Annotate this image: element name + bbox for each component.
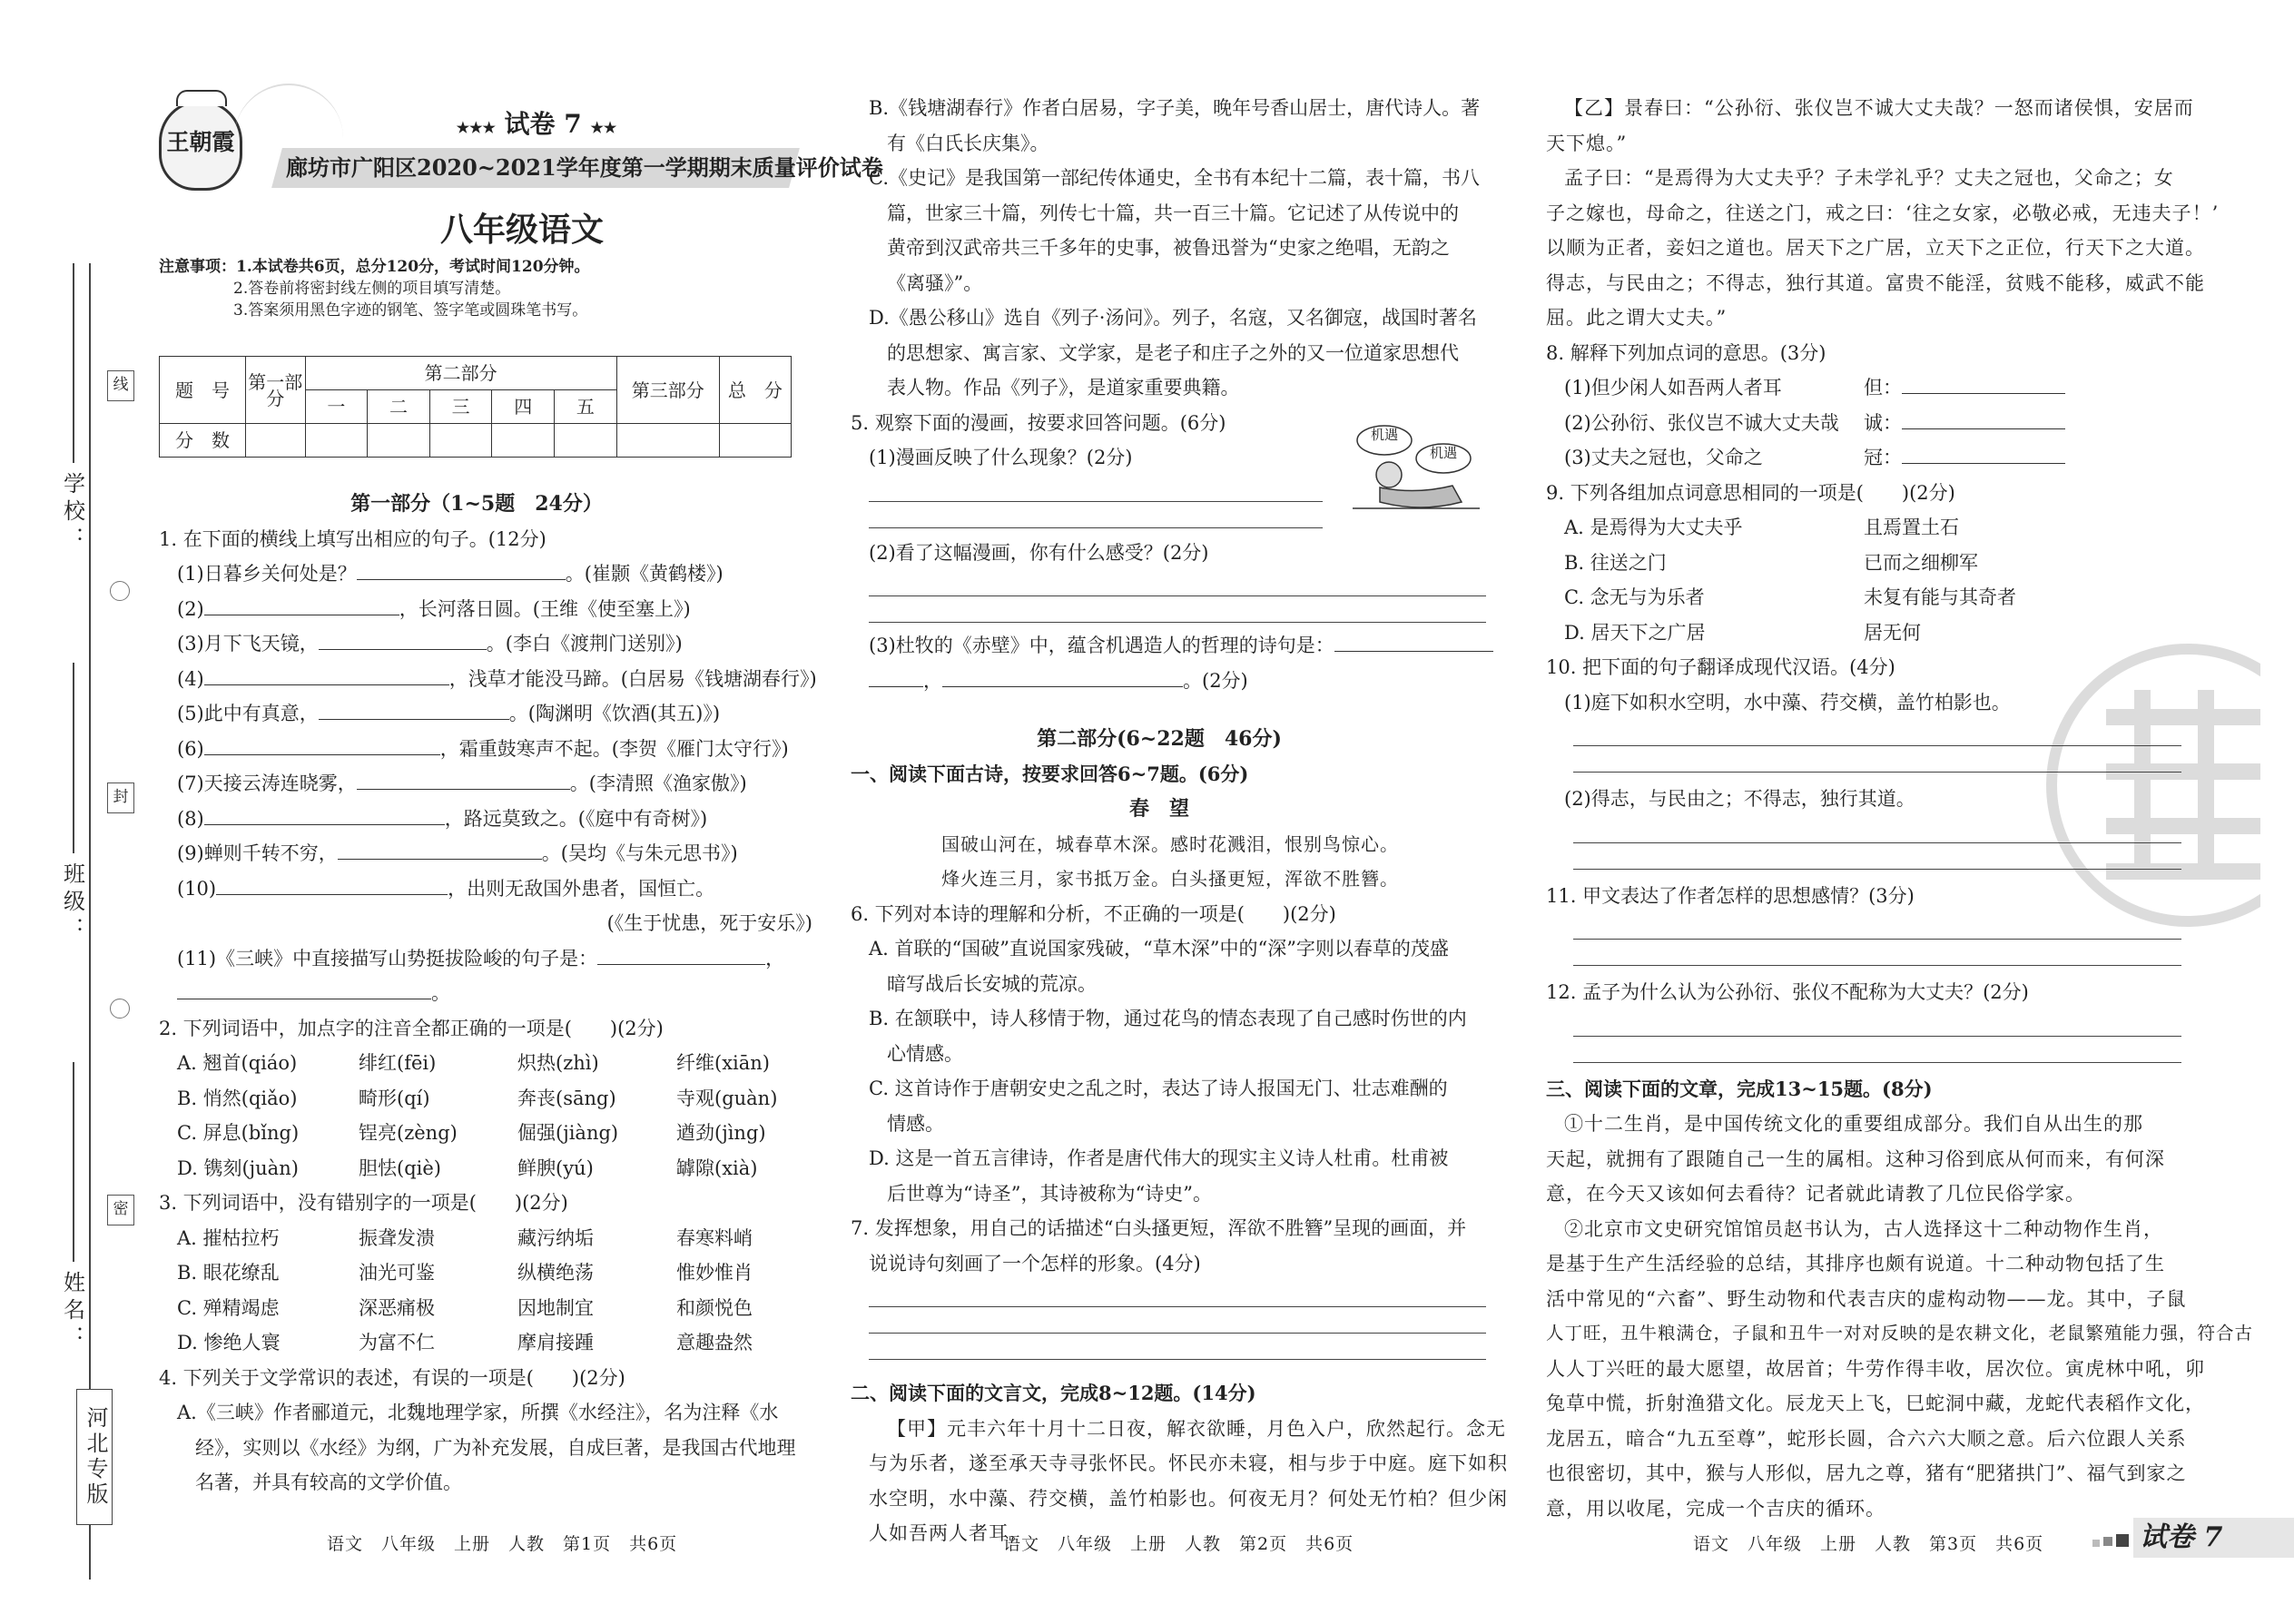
answer-blank[interactable] (1902, 370, 2065, 394)
answer-line[interactable] (869, 596, 1486, 623)
q6-option-a: A. 首联的“国破”直说国家残破，“草木深”中的“深”字则以春草的茂盛 暗写战后长安城的荒凉。 (869, 938, 1449, 995)
q8-stem: 8. 解释下列加点词的意思。(3分) (1546, 341, 1826, 364)
q3-options: A. 摧枯拉朽 振聋发溃 藏污纳垢 春寒料峭 B. 眼花缭乱 油光可鉴 纵横绝荡 惟妙惟肖 C. 殚精竭虑 深恶痛极 因地制宜 和颜悦色 D. 惨绝人寰 为富不仁 摩肩接踵 意趣盎然 (177, 1226, 753, 1353)
binding-hole (110, 999, 130, 1019)
answer-blank[interactable] (216, 871, 448, 895)
seal-mark-mi: 密 (107, 1195, 134, 1225)
q6-option-c: C. 这首诗作于唐朝安史之乱之时，表达了诗人报国无门、壮志难酬的 情感。 (869, 1078, 1448, 1135)
page-footer: 语文 八年级 上册 人教 第3页 共6页 (1693, 1534, 2044, 1554)
score-cell[interactable] (429, 424, 492, 458)
answer-line[interactable] (869, 1307, 1486, 1334)
score-cell[interactable] (305, 424, 368, 458)
article-paragraph-1: ①十二生肖，是中国传统文化的重要组成部分。我们自从出生的那 天起，就拥有了跟随自己一生的属相。这种习俗到底从何而来，有何深 意，在今天又该如何去看待？记者就此请教了几位民俗学家。 (1546, 1113, 2165, 1205)
school-label: 学校： (59, 472, 85, 554)
subject-title: 八年级语文 (439, 211, 604, 249)
sec3-heading: 三、阅读下面的文章，完成13~15题。(8分) (1546, 1077, 1933, 1100)
exam-title: 廊坊市广阳区2020~2021学年度第一学期期末质量评价试卷 (286, 154, 883, 181)
q1-stem: 1. 在下面的横线上填写出相应的句子。(12分) (159, 527, 546, 550)
poem-line: 烽火连三月，家书抵万金。白头搔更短，浑欲不胜簪。 (941, 868, 1399, 890)
seal-mark-xian: 线 (107, 370, 134, 401)
q4-option-d: D.《愚公移山》选自《列子·汤问》。列子，名寇，又名御寇，战国时著名 的思想家、寓言家、文学家，是老子和庄子之外的又一位道家思想代 表人物。作品《列子》，是道家重要典籍。 (869, 307, 1477, 399)
score-cell[interactable] (555, 424, 617, 458)
answer-blank[interactable] (1334, 628, 1493, 652)
seal-mark-feng: 封 (107, 782, 134, 813)
answer-blank[interactable] (597, 941, 765, 965)
part2-heading: 第二部分(6~22题 46分) (1037, 727, 1282, 751)
paper-number-badge: ★★★ 试卷 7 ★★ (456, 109, 617, 139)
answer-blank[interactable] (204, 662, 449, 685)
answer-line[interactable] (869, 1334, 1486, 1360)
q3-stem: 3. 下列词语中，没有错别字的一项是( )(2分) (159, 1192, 568, 1214)
answer-blank[interactable] (1902, 406, 2065, 429)
name-label: 姓名： (59, 1271, 85, 1353)
answer-line[interactable] (869, 476, 1323, 502)
edition-banner: 河北专版 (76, 1389, 113, 1525)
q2-stem: 2. 下列词语中，加点字的注音全都正确的一项是( )(2分) (159, 1017, 664, 1039)
score-cell[interactable] (368, 424, 430, 458)
speech-bubble-text: 机遇 (1430, 445, 1458, 461)
right-column: 【乙】景春曰：“公孙衍、张仪岂不诚大丈夫哉？一怒而诸侯惧，安居而 天下熄。” 孟子曰：“是焉得为大丈夫乎？子未学礼乎？丈夫之冠也，父命之；女 子之嫁也，母命之，往送之门，戒之曰：‘往之女家，必敬必戒，无违夫子！’ 以顺为正者，妾妇之道也。居天下之广居，立天下之正位，行天下之大道。 得志，与民由之；不得志，独行其道。富贵不能淫，贫贱不能移，威武不能 屈。此之谓大丈夫。” 8. 解释下列加点词的意思。(3分) (1)但少闲人如吾两人者耳 但： (2)公孙衍、张仪岂不诚大丈夫哉 诚： (3)丈夫之冠也，父命之 冠： 9. 下列各组加点词意思相同的一项是( )(2分) A. 是焉得为大丈夫乎 且焉置土石 B. 往送之门 已而之细柳军 C. 念无与为乐者 未复有能与其奇者 D. 居天下之广居 居无何 10. 把下面的句子翻译成现代汉语。(4分) (1)庭下如积水空明，水中藻、荇交横，盖竹柏影也。 (2)得志，与民由之；不得志，独行其道。 11. 甲文表达了作者怎样的思想感情？(3分) 12. 孟子为什么认为公孙衍、张仪不配称为大丈夫？(2分) 三、阅读下面的文章，完成13~15题。(8分) ①十二生肖，是中国传统文化的重要组成部分。我们自从出生的那 天起，就拥有了跟随自己一生的属相。这种习俗到底从何而来，有何深 意，在今天又该如何去看待？记者就此请教了几位民俗学家。 ②北京市文史研究馆馆员赵书认为，古人选择这十二种动物作生肖， 是基于生产生活经验的总结，其排序也颇有说道。十二种动物包括了生 活中常见的“六畜”、野生动物和代表吉庆的虚构动物——龙。其中，子鼠 人丁旺，丑牛粮满仓，子鼠和丑牛一对对反映的是农耕文化，老鼠繁殖能力强，符合古 人人丁兴旺的最大愿望，故居首；牛劳作得丰收，居次位。寅虎林中吼，卯 兔草中慌，折射渔猎文化。辰龙天上飞，巳蛇洞中藏，龙蛇代表稻作文化， 龙居五，暗合“九五至尊”，蛇形长圆，合六六大顺之意。后六位跟人关系 也很密切，其中，猴与人形似，居九之尊，猪有“肥猪拱门”、福气到家之 意，用以收尾，完成一个吉庆的循环。 (1546, 91, 2200, 1526)
classical-passage-yi: 【乙】景春曰：“公孙衍、张仪岂不诚大丈夫哉？一怒而诸侯惧，安居而 天下熄。” 孟子曰：“是焉得为大丈夫乎？子未学礼乎？丈夫之冠也，父命之；女 子之嫁也，母命之，往送之门，戒之曰：‘往之女家，必敬必戒，无违夫子！’ 以顺为正者，妾妇之道也。居天下之广居，立天下之正位，行天下之大道。 得志，与民由之；不得志，独行其道。富贵不能淫，贫贱不能移，威武不能 屈。此之谓大丈夫。” (1546, 97, 2220, 329)
publisher-logo: 王朝霞 (159, 100, 242, 191)
middle-column: B.《钱塘湖春行》作者白居易，字子美，晚年号香山居士，唐代诗人。著 有《白氏长庆集》。 C.《史记》是我国第一部纪传体通史，全书有本纪十二篇，表十篇，书八 篇，世家三十篇，列传七十篇，共一百三十篇。它记述了从传说中的 黄帝到汉武帝共三千多年的史事，被鲁迅誉为“史家之绝唱，无韵之 《离骚》”。 D.《愚公移山》选自《列子·汤问》。列子，名寇，又名御寇，战国时著名 的思想家、寓言家、文学家，是老子和庄子之外的又一位道家思想代 表人物。作品《列子》，是道家重要典籍。 5. 观察下面的漫画，按要求回答问题。(6分) (1)漫画反映了什么现象？(2分) (2)看了这幅漫画，你有什么感受？(2分) (3)杜牧的《赤壁》中，蕴含机遇造人的哲理的诗句是： ， 。(2分) 第二部分(6~22题 46分) 一、阅读下面古诗，按要求回答6~7题。(6分) 春 望 国破山河在，城春草木深。感时花溅泪，恨别鸟惊心。 烽火连三月，家书抵万金。白头搔更短，浑欲不胜簪。 6. 下列对本诗的理解和分析，不正确的一项是( )(2分) A. 首联的“国破”直说国家残破，“草木深”中的“深”字则以春草的茂盛 暗写战后长安城的荒凉。 B. 在颔联中，诗人移情于物，通过花鸟的情态表现了自己感时伤世的内 心情感。 C. 这首诗作于唐朝安史之乱之时，表达了诗人报国无门、壮志难酬的 情感。 D. 这是一首五言律诗，作者是唐代伟大的现实主义诗人杜甫。杜甫被 后世尊为“诗圣”，其诗被称为“诗史”。 7. 发挥想象，用自己的话描述“白头搔更短，浑欲不胜簪”呈现的画面，并 说说诗句刻画了一个怎样的形象。(4分) 二、阅读下面的文言文，完成8~12题。(14分) 【甲】元丰六年十月十二日夜，解衣欲睡，月色入户，欣然起行。念无 与为乐者，遂至承天寺寻张怀民。怀民亦未寝，相与步于中庭。庭下如积 水空明，水中藻、荇交横，盖竹柏影也。何夜无月？何处无竹柏？但少闲 人如吾两人者耳。 (869, 91, 1504, 1551)
poem-title: 春 望 (1128, 797, 1189, 821)
speech-bubble-text: 机遇 (1371, 427, 1399, 443)
cartoon-illustration (1334, 413, 1525, 522)
watermark-seal (2033, 635, 2260, 935)
answer-blank[interactable] (357, 766, 570, 790)
q4-option-a: A.《三峡》作者郦道元，北魏地理学家，所撰《水经注》，名为注释《水 经》，实则以《水经》为纲，广为补充发展，自成巨著，是我国古代地理 名著，并具有较高的文学价值。 (177, 1402, 796, 1493)
decorative-ribbon (234, 84, 343, 138)
class-field[interactable] (73, 663, 74, 853)
q8-items: (1)但少闲人如吾两人者耳 但： (2)公孙衍、张仪岂不诚大丈夫哉 诚： (3)丈夫之冠也，父命之 冠： (1546, 370, 2200, 476)
article-paragraph-2: ②北京市文史研究馆馆员赵书认为，古人选择这十二种动物作生肖， 是基于生产生活经验的总结，其排序也颇有说道。十二种动物包括了生 活中常见的“六畜”、野生动物和代表吉庆的虚构动物——龙。其中，子鼠 人丁旺，丑牛粮满仓，子鼠和丑牛一对对反映的是农耕文化，老鼠繁殖能力强，符合古 人人丁兴旺的最大愿望，故居首；牛劳作得丰收，居次位。寅虎林中吼，卯 兔草中慌，折射渔猎文化。辰龙天上飞，巳蛇洞中藏，龙蛇代表稻作文化， 龙居五，暗合“九五至尊”，蛇形长圆，合六六大顺之意。后六位跟人关系 也很密切，其中，猴与人形似，居九之尊，猪有“肥猪拱门”、福气到家之 意，用以收尾，完成一个吉庆的循环。 (1546, 1217, 2254, 1520)
answer-line[interactable] (1573, 1010, 2181, 1037)
q7-stem: 7. 发挥想象，用自己的话描述“白头搔更短，浑欲不胜簪”呈现的画面，并 说说诗句刻画了一个怎样的形象。(4分) (851, 1217, 1467, 1275)
score-table-header: 题 号 (160, 357, 246, 424)
left-column: 第一部分（1~5题 24分） 1. 在下面的横线上填写出相应的句子。(12分) (1)日暮乡关何处是？ 。(崔颢《黄鹤楼》) (2) ，长河落日圆。(王维《使至塞上》) (3)月下飞天镜， 。(李白《渡荆门送别》) (4) ，浅草才能没马蹄。(白居易《钱塘湖春行》) (5)此中有真意， 。(陶渊明《饮酒(其五)》) (6) ，霜重鼓寒声不起。(李贺《雁门太守行》) (7)天接云涛连晓雾， 。(李清照《渔家傲》) (8) ，路远莫致之。(《庭中有奇树》) (9)蝉则千转不穷， 。(吴均《与朱元思书》) (10) ，出则无敌国外患者，国恒亡。 (《生于忧患，死于安乐》) (11)《三峡》中直接描写山势挺拔险峻的句子是： ， 。 2. 下列词语中，加点字的注音全都正确的一项是( )(2分) A. 翘首(qiáo) 绯红(fēi) 炽热(zhì) 纤维(xiān) B. 悄然(qiǎo) 畸形(qí) 奔丧(sāng) 寺观(guàn) C. 屏息(bǐng) 锃亮(zèng) 倔强(jiàng) 遒劲(jìng) D. 镌刻(juàn) 胆怯(qiè) 鲜腴(yú) 罅隙(xià) 3. 下列词语中，没有错别字的一项是( )(2分) A. 摧枯拉朽 振聋发溃 藏污纳垢 春寒料峭 B. 眼花缭乱 油光可鉴 纵横绝荡 惟妙惟肖 C. 殚精竭虑 深恶痛极 因地制宜 和颜悦色 D. 惨绝人寰 为富不仁 摩肩接踵 意趣盎然 4. 下列关于文学常识的表述，有误的一项是( )(2分) A.《三峡》作者郦道元，北魏地理学家，所撰《水经注》，名为注释《水 经》，实则以《水经》为纲，广为补充发展，自成巨著，是我国古代地理 名著，并具有较高的文学价值。 (159, 487, 840, 1501)
q4-option-b: B.《钱塘湖春行》作者白居易，字子美，晚年号香山居士，唐代诗人。著 有《白氏长庆集》。 (869, 97, 1481, 154)
answer-blank[interactable] (338, 836, 542, 860)
q6-option-b: B. 在颔联中，诗人移情于物，通过花鸟的情态表现了自己感时伤世的内 心情感。 (869, 1008, 1467, 1065)
sec2-heading: 二、阅读下面的文言文，完成8~12题。(14分) (851, 1382, 1256, 1404)
class-label: 班级： (59, 862, 85, 944)
q10-stem: 10. 把下面的句子翻译成现代汉语。(4分) (1546, 656, 1895, 678)
score-cell[interactable] (616, 424, 719, 458)
classical-passage-jia: 【甲】元丰六年十月十二日夜，解衣欲睡，月色入户，欣然起行。念无 与为乐者，遂至承天寺寻张怀民。怀民亦未寝，相与步于中庭。庭下如积 水空明，水中藻、荇交横，盖竹柏影也。何夜无月？何处无竹柏？但少闲 人如吾两人者耳。 (869, 1417, 1508, 1544)
answer-line[interactable] (869, 502, 1323, 528)
answer-blank[interactable] (869, 664, 923, 687)
decorative-squares (2092, 1534, 2133, 1547)
q6-option-d: D. 这是一首五言律诗，作者是唐代伟大的现实主义诗人杜甫。杜甫被 后世尊为“诗圣”，其诗被称为“诗史”。 (869, 1147, 1449, 1205)
answer-blank[interactable] (357, 556, 566, 580)
answer-blank[interactable] (204, 802, 445, 825)
q4-option-c: C.《史记》是我国第一部纪传体通史，全书有本纪十二篇，表十篇，书八 篇，世家三十篇，列传七十篇，共一百三十篇。它记述了从传说中的 黄帝到汉武帝共三千多年的史事，被鲁迅誉为“史家之绝唱，无韵之 《离骚》”。 (869, 167, 1480, 294)
poem-line: 国破山河在，城春草木深。感时花溅泪，恨别鸟惊心。 (941, 832, 1399, 855)
sec1-heading: 一、阅读下面古诗，按要求回答6~7题。(6分) (851, 762, 1249, 785)
answer-blank[interactable] (177, 976, 431, 999)
q9-options: A. 是焉得为大丈夫乎 且焉置土石 B. 往送之门 已而之细柳军 C. 念无与为乐者 未复有能与其奇者 D. 居天下之广居 居无何 (1564, 517, 2016, 644)
notice-block: 注意事项：1.本试卷共6页，总分120分，考试时间120分钟。 2.答卷前将密封线左侧的项目填写清楚。 3.答案须用黑色字迹的钢笔、签字笔或圆珠笔书写。 (159, 258, 590, 320)
answer-blank[interactable] (204, 592, 399, 615)
answer-blank[interactable] (204, 732, 440, 755)
q12-stem: 12. 孟子为什么认为公孙衍、张仪不配称为大丈夫？(2分) (1546, 981, 2029, 1003)
page-footer: 语文 八年级 上册 人教 第2页 共6页 (1003, 1534, 1354, 1554)
score-cell[interactable] (246, 424, 305, 458)
answer-blank[interactable] (942, 664, 1183, 687)
answer-line[interactable] (1573, 1037, 2181, 1063)
score-cell[interactable] (719, 424, 791, 458)
answer-blank[interactable] (319, 626, 487, 650)
q6-stem: 6. 下列对本诗的理解和分析，不正确的一项是( )(2分) (851, 902, 1336, 925)
answer-blank[interactable] (1902, 440, 2065, 464)
name-field[interactable] (73, 1062, 74, 1262)
binding-hole (110, 581, 130, 601)
q11-stem: 11. 甲文表达了作者怎样的思想感情？(3分) (1546, 884, 1915, 907)
part1-heading: 第一部分（1~5题 24分） (350, 492, 603, 516)
school-field[interactable] (73, 263, 74, 463)
q5-stem: 5. 观察下面的漫画，按要求回答问题。(6分) (851, 411, 1226, 434)
answer-line[interactable] (869, 570, 1486, 596)
answer-line[interactable] (869, 1281, 1486, 1307)
footer-paper-badge: 试卷 7 (2140, 1521, 2223, 1553)
answer-line[interactable] (1573, 940, 2181, 966)
q9-stem: 9. 下列各组加点词意思相同的一项是( )(2分) (1546, 481, 1955, 504)
score-cell[interactable] (492, 424, 555, 458)
q4-stem: 4. 下列关于文学常识的表述，有误的一项是( )(2分) (159, 1366, 625, 1389)
answer-blank[interactable] (319, 696, 509, 720)
score-table: 题 号 第一部分 第二部分 第三部分 总 分 一 二 三 四 五 分 数 (159, 356, 792, 458)
page-footer: 语文 八年级 上册 人教 第1页 共6页 (327, 1534, 678, 1554)
q2-options: A. 翘首(qiáo) 绯红(fēi) 炽热(zhì) 纤维(xiān) B. 悄然(qiǎo) 畸形(qí) 奔丧(sāng) 寺观(guàn) C. 屏息(bǐng) 锃亮(zèng) 倔强(jiàng) 遒劲(jìng) D. 镌刻(juàn) 胆怯(qiè) 鲜腴(yú) 罅隙(xià) (177, 1052, 778, 1179)
